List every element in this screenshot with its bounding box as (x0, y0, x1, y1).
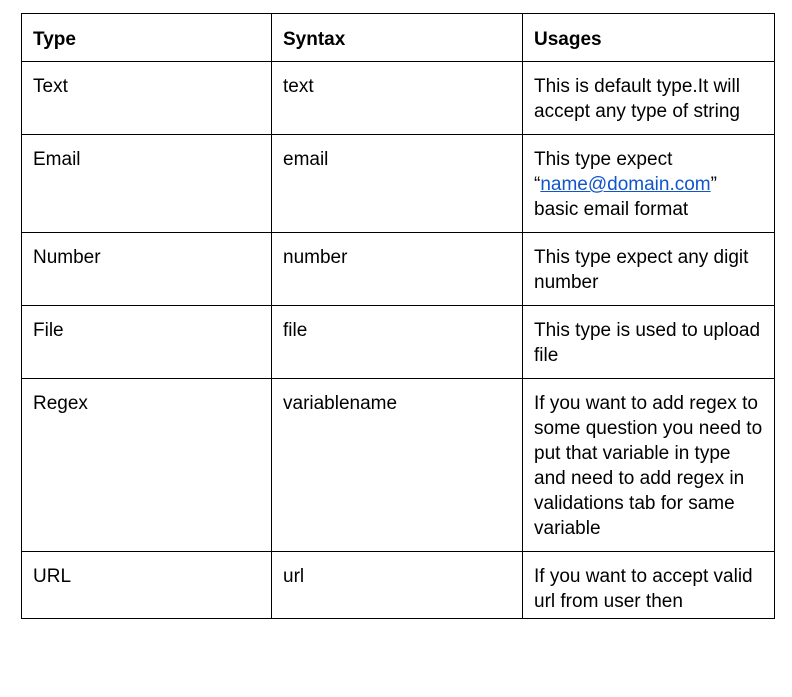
usage-cell: This is default type.It will accept any type of string (523, 62, 775, 135)
syntax-cell: number (272, 233, 523, 306)
usage-cell: If you want to accept valid url from user then (523, 552, 775, 619)
syntax-cell: email (272, 135, 523, 233)
usage-cell: This type is used to upload file (523, 306, 775, 379)
usage-cell: If you want to add regex to some question you need to put that variable in type and need to add regex in validations tab for same variable (523, 379, 775, 552)
table-row (22, 233, 775, 306)
header-usages: Usages (523, 14, 775, 62)
table-row (22, 379, 775, 552)
type-cell: URL (22, 552, 272, 619)
table-header-row (22, 14, 775, 62)
usage-text: ” basic email format (534, 174, 717, 220)
type-cell: Text (22, 62, 272, 135)
type-cell: Email (22, 135, 272, 233)
syntax-cell: variablename (272, 379, 523, 552)
types-table (21, 13, 775, 619)
table-row (22, 135, 775, 233)
header-type: Type (22, 14, 272, 62)
syntax-cell: file (272, 306, 523, 379)
type-cell: File (22, 306, 272, 379)
usage-cell: This type expect any digit number (523, 233, 775, 306)
usage-text: This type expect “ (534, 149, 673, 195)
table-row (22, 62, 775, 135)
syntax-cell: text (272, 62, 523, 135)
usage-cell (523, 135, 775, 233)
type-cell: Regex (22, 379, 272, 552)
table-row (22, 306, 775, 379)
table-row (22, 552, 775, 619)
syntax-cell: url (272, 552, 523, 619)
email-example-link[interactable]: name@domain.com (540, 174, 711, 195)
type-cell: Number (22, 233, 272, 306)
header-syntax: Syntax (272, 14, 523, 62)
